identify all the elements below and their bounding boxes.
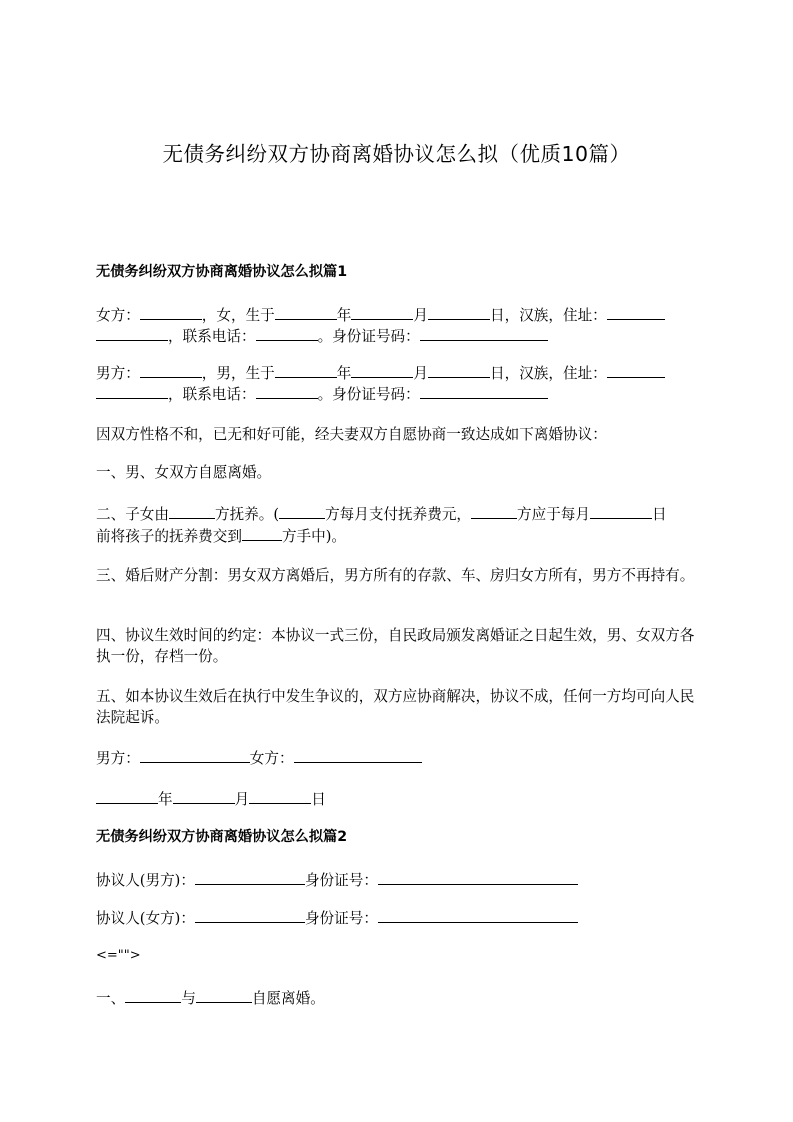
male-address-label: 日，汉族，住址： — [490, 365, 607, 382]
male-birth-day-blank — [428, 362, 490, 378]
male-id-label: 。身份证号码： — [317, 386, 420, 403]
section-2-clause-1 — [96, 987, 325, 1009]
male-party-line-1 — [96, 362, 665, 384]
party-female-label: 协议人(女方)： — [96, 910, 195, 927]
female-address-label: 日，汉族，住址： — [490, 307, 607, 324]
signature-line — [96, 747, 422, 769]
clause-2-text-d: 方应于每月 — [517, 506, 590, 523]
year-text: 年 — [158, 791, 173, 808]
male-birth-year-blank — [275, 362, 337, 378]
month-text: 月 — [234, 791, 250, 808]
clause-2-text-e: 日 — [652, 506, 667, 523]
section-2-heading: 无债务纠纷双方协商离婚协议怎么拟篇2 — [96, 829, 348, 845]
female-party-line-1 — [96, 304, 665, 326]
payer-party-blank — [279, 503, 325, 519]
clause-4: 四、协议生效时间的约定：本协议一式三份，自民政局颁发离婚证之日起生效，男、女双方各执一份，存档一份。 — [96, 627, 695, 665]
female-birth-month-blank — [351, 304, 413, 320]
female-phone-blank — [256, 325, 318, 341]
and-text: 与 — [181, 990, 196, 1007]
female-signature-blank — [294, 747, 422, 763]
clause-2-text-g: 方手中)。 — [281, 528, 347, 545]
clause-number: 一、 — [96, 990, 126, 1007]
party-a-blank — [125, 987, 181, 1003]
female-party-line-2 — [96, 325, 548, 347]
male-address-blank — [607, 362, 665, 378]
male-id-blank — [420, 383, 548, 399]
recipient-party-blank — [242, 525, 282, 541]
sign-month-blank — [173, 788, 235, 804]
male-gender-text: ，男，生于 — [201, 365, 275, 382]
paying-party-blank — [471, 503, 517, 519]
female-label: 女方： — [96, 307, 140, 324]
clause-2-text-c: 方每月支付抚养费元， — [325, 506, 472, 523]
male-signature-label: 男方： — [96, 750, 140, 767]
stray-markup-text: <=""> — [96, 948, 141, 963]
year-text: 年 — [336, 365, 352, 382]
female-birth-year-blank — [275, 304, 337, 320]
clause-2 — [96, 503, 698, 547]
party-female-id-blank — [378, 907, 578, 923]
party-male-id-blank — [378, 869, 578, 885]
month-text: 月 — [413, 365, 428, 382]
female-gender-text: ，女，生于 — [201, 307, 275, 324]
male-name-blank — [140, 362, 202, 378]
sign-year-blank — [96, 788, 158, 804]
date-line — [96, 788, 326, 810]
female-address-blank — [607, 304, 665, 320]
party-male-line — [96, 869, 578, 891]
female-id-blank — [420, 325, 548, 341]
clause-5: 五、如本协议生效后在执行中发生争议的，双方应协商解决，协议不成，任何一方均可向人民法院起诉。 — [96, 688, 695, 726]
clause-2-text-f: 前将孩子的抚养费交到 — [96, 528, 242, 545]
female-id-label: 。身份证号码： — [317, 328, 420, 345]
voluntary-divorce-text: 自愿离婚。 — [251, 990, 325, 1007]
day-text: 日 — [311, 791, 326, 808]
clause-2-text-b: 方抚养。( — [214, 506, 280, 523]
male-address-blank-cont — [96, 383, 168, 399]
male-phone-label: ，联系电话： — [168, 386, 256, 403]
clause-3: 三、婚后财产分割：男女双方离婚后，男方所有的存款、车、房归女方所有，男方不再持有。 — [96, 567, 695, 584]
male-birth-month-blank — [351, 362, 413, 378]
party-male-name-blank — [195, 869, 305, 885]
male-label: 男方： — [96, 365, 140, 382]
section-1-heading: 无债务纠纷双方协商离婚协议怎么拟篇1 — [96, 264, 348, 280]
party-female-line — [96, 907, 578, 929]
party-b-blank — [196, 987, 252, 1003]
id-label: 身份证号： — [304, 910, 378, 927]
month-text: 月 — [413, 307, 428, 324]
party-female-name-blank — [195, 907, 305, 923]
male-signature-blank — [140, 747, 250, 763]
party-male-label: 协议人(男方)： — [96, 872, 195, 889]
intro-paragraph: 因双方性格不和，已无和好可能，经夫妻双方自愿协商一致达成如下离婚协议： — [96, 426, 607, 443]
female-address-blank-cont — [96, 325, 168, 341]
sign-day-blank — [249, 788, 311, 804]
female-phone-label: ，联系电话： — [168, 328, 256, 345]
document-title: 无债务纠纷双方协商离婚协议怎么拟（优质10篇） — [162, 142, 631, 166]
male-party-line-2 — [96, 383, 548, 405]
year-text: 年 — [336, 307, 352, 324]
clause-1: 一、男、女双方自愿离婚。 — [96, 464, 272, 481]
female-name-blank — [140, 304, 202, 320]
male-phone-blank — [256, 383, 318, 399]
pay-day-blank — [590, 503, 652, 519]
female-birth-day-blank — [428, 304, 490, 320]
female-signature-label: 女方： — [249, 750, 294, 767]
clause-2-text-a: 二、子女由 — [96, 506, 169, 523]
id-label: 身份证号： — [304, 872, 378, 889]
custody-party-blank — [169, 503, 215, 519]
